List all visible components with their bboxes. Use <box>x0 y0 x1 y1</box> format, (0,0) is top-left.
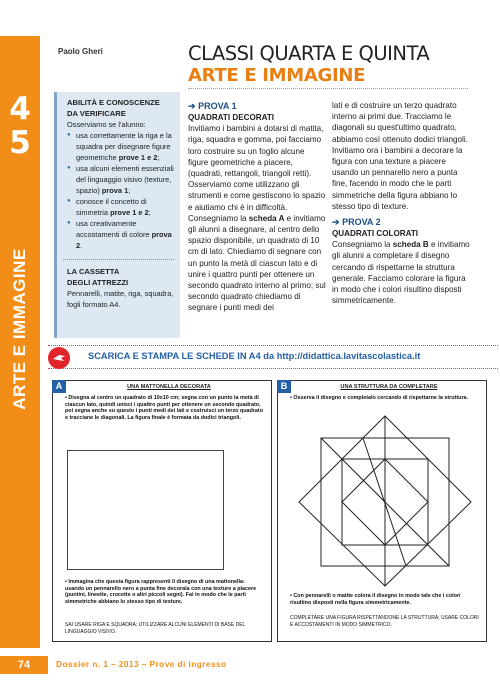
prova1-text-part1: Invitiamo i bambini a dotarsi di matita, riga, squadra e gomma, poi facciamo loro costruire su un foglio alcune figure geometriche a piacere, (quadrati, rettangoli, triangoli retti). Osserviamo come utilizzano gli strumenti e come gestiscono lo spazio e aiutiamo chi è in difficoltà. Consegniamo la scheda A e invitiamo gli alunni a disegnare, al centro dello spazio disponibile, un quadrato di 10 cm di lato. Chiediamo di segnare con un punto la metà di ciascun lato e di unire i quattro punti per ottenere un secondo quadrato interno al primo; sul secondo quadrato chiediamo di segnare i punti medi dei <box>188 124 326 313</box>
tools-text: Pennarelli, matite, riga, squadra, fogli formato A4. <box>67 289 174 309</box>
sheet-footnote: COMPLETARE UNA FIGURA RISPETTANDONE LA STRUTTURA; USARE COLORI E ACCOSTAMENTI IN MODO SIMMETRICO. <box>290 615 479 628</box>
arrow-icon: ➔ <box>332 217 340 228</box>
prova2-heading: ➔ PROVA 2 <box>332 217 381 228</box>
page-number: 74 <box>0 656 48 674</box>
sheet-instruction-2: • Con pennarelli o matite colora il disegno in modo tale che i colori risultino disposti nella figura simmetricamente. <box>290 593 461 606</box>
skills-list <box>67 130 174 251</box>
sheet-instruction: • Osserva il disegno e completalo cercando di rispettarne la struttura. <box>290 395 469 401</box>
sheet-title: UNA STRUTTURA DA COMPLETARE <box>340 384 438 390</box>
box-divider <box>63 259 174 260</box>
sheet-title: UNA MATTONELLA DECORATA <box>127 384 211 390</box>
prova2-subtitle: QUADRATI COLORATI <box>332 229 419 239</box>
skills-box <box>54 92 180 338</box>
prova2-text: Consegniamo la scheda B e invitiamo gli alunni a completare il disegno cercando di rispettarne la struttura generale. Facciamo colorare la figura in modo che i colori risultino disposti simmetricamente. <box>332 240 470 306</box>
page-subtitle: ARTE E IMMAGINE <box>188 65 366 86</box>
geometric-structure-figure <box>296 414 474 589</box>
sheet-footnote: SAI USARE RIGA E SQUADRA; UTILIZZARE ALCUNI ELEMENTI DI BASE DEL LINGUAGGIO VISIVO. <box>65 622 246 635</box>
drawing-area <box>67 450 224 570</box>
arrow-icon: ➔ <box>188 101 196 111</box>
worksheet-b <box>277 380 487 642</box>
skills-item: ● usa correttamente la riga e la squadra per disegnare figure geometriche prove 1 e 2; <box>67 130 174 163</box>
sheet-letter: B <box>277 380 291 393</box>
sheet-instruction: • Disegna al centro un quadrato di 10x10 cm; segna con un punto la metà di ciascun lato, quindi unisci i quattro punti per ottenere un secondo quadrato, poi segna anche su questo i punti medi dei lati e costruisci un terzo quadrato e tracciane le diagonali. La figura finale è formata da dodici triangoli. <box>65 395 263 421</box>
title-divider <box>188 88 468 89</box>
prova1-text-part2: lati e di costruire un terzo quadrato interno ai primi due. Tracciamo le diagonali su quest'ultimo quadrato, abbiamo così ottenuto dodici triangoli. Invitiamo ora i bambini a decorare la figura con una texture a piacere usando un pennarello nero a punta fine, facendo in modo che le parti simmetriche della figura abbiano lo stesso tipo di texture. <box>332 101 468 211</box>
skills-item: ● conosce il concetto di simmetria prove 1 e 2; <box>67 196 174 218</box>
download-bird-icon <box>48 347 70 369</box>
class-number-5: 5 <box>9 125 31 161</box>
prova1-column <box>188 100 326 314</box>
class-number-4: 4 <box>9 91 31 127</box>
skills-item: ● usa creativamente accostamenti di colore prova 2. <box>67 218 174 251</box>
tools-title: LA CASSETTA DEGLI ATTREZZI <box>67 267 129 287</box>
skills-item: ● usa alcuni elementi essenziali del linguaggio visivo (texture, spazio) prova 1; <box>67 163 174 196</box>
skills-title: ABILITÀ E CONOSCENZE DA VERIFICARE <box>67 98 160 118</box>
footer-text: Dossier n. 1 – 2013 – Prove di ingresso <box>56 659 227 669</box>
prova1-subtitle: QUADRATI DECORATI <box>188 113 275 122</box>
section-band <box>0 36 40 648</box>
download-bar <box>48 345 498 369</box>
author: Paolo Gheri <box>58 47 103 56</box>
sheet-instruction-2: • Immagina che questa figura rappresenti il disegno di una mattonella: usando un pennarello nero a punta fine decorala con una texture a piacere (puntini, lineette, crocette o altri piccoli segni). Fai in modo che le parti simmetriche abbiano lo stesso tipo di texture. <box>65 579 257 605</box>
band-title: ARTE E IMMAGINE <box>10 248 29 410</box>
prova-column-2 <box>332 100 470 306</box>
prova1-heading: ➔ PROVA 1 <box>188 101 237 111</box>
worksheet-a <box>52 380 272 642</box>
download-link[interactable]: SCARICA E STAMPA LE SCHEDE IN A4 da http://didattica.lavitascolastica.it <box>88 351 421 361</box>
sheet-letter: A <box>52 380 66 393</box>
skills-intro: Osserviamo se l'alunno: <box>67 120 146 129</box>
page-title: CLASSI QUARTA E QUINTA <box>188 42 430 65</box>
